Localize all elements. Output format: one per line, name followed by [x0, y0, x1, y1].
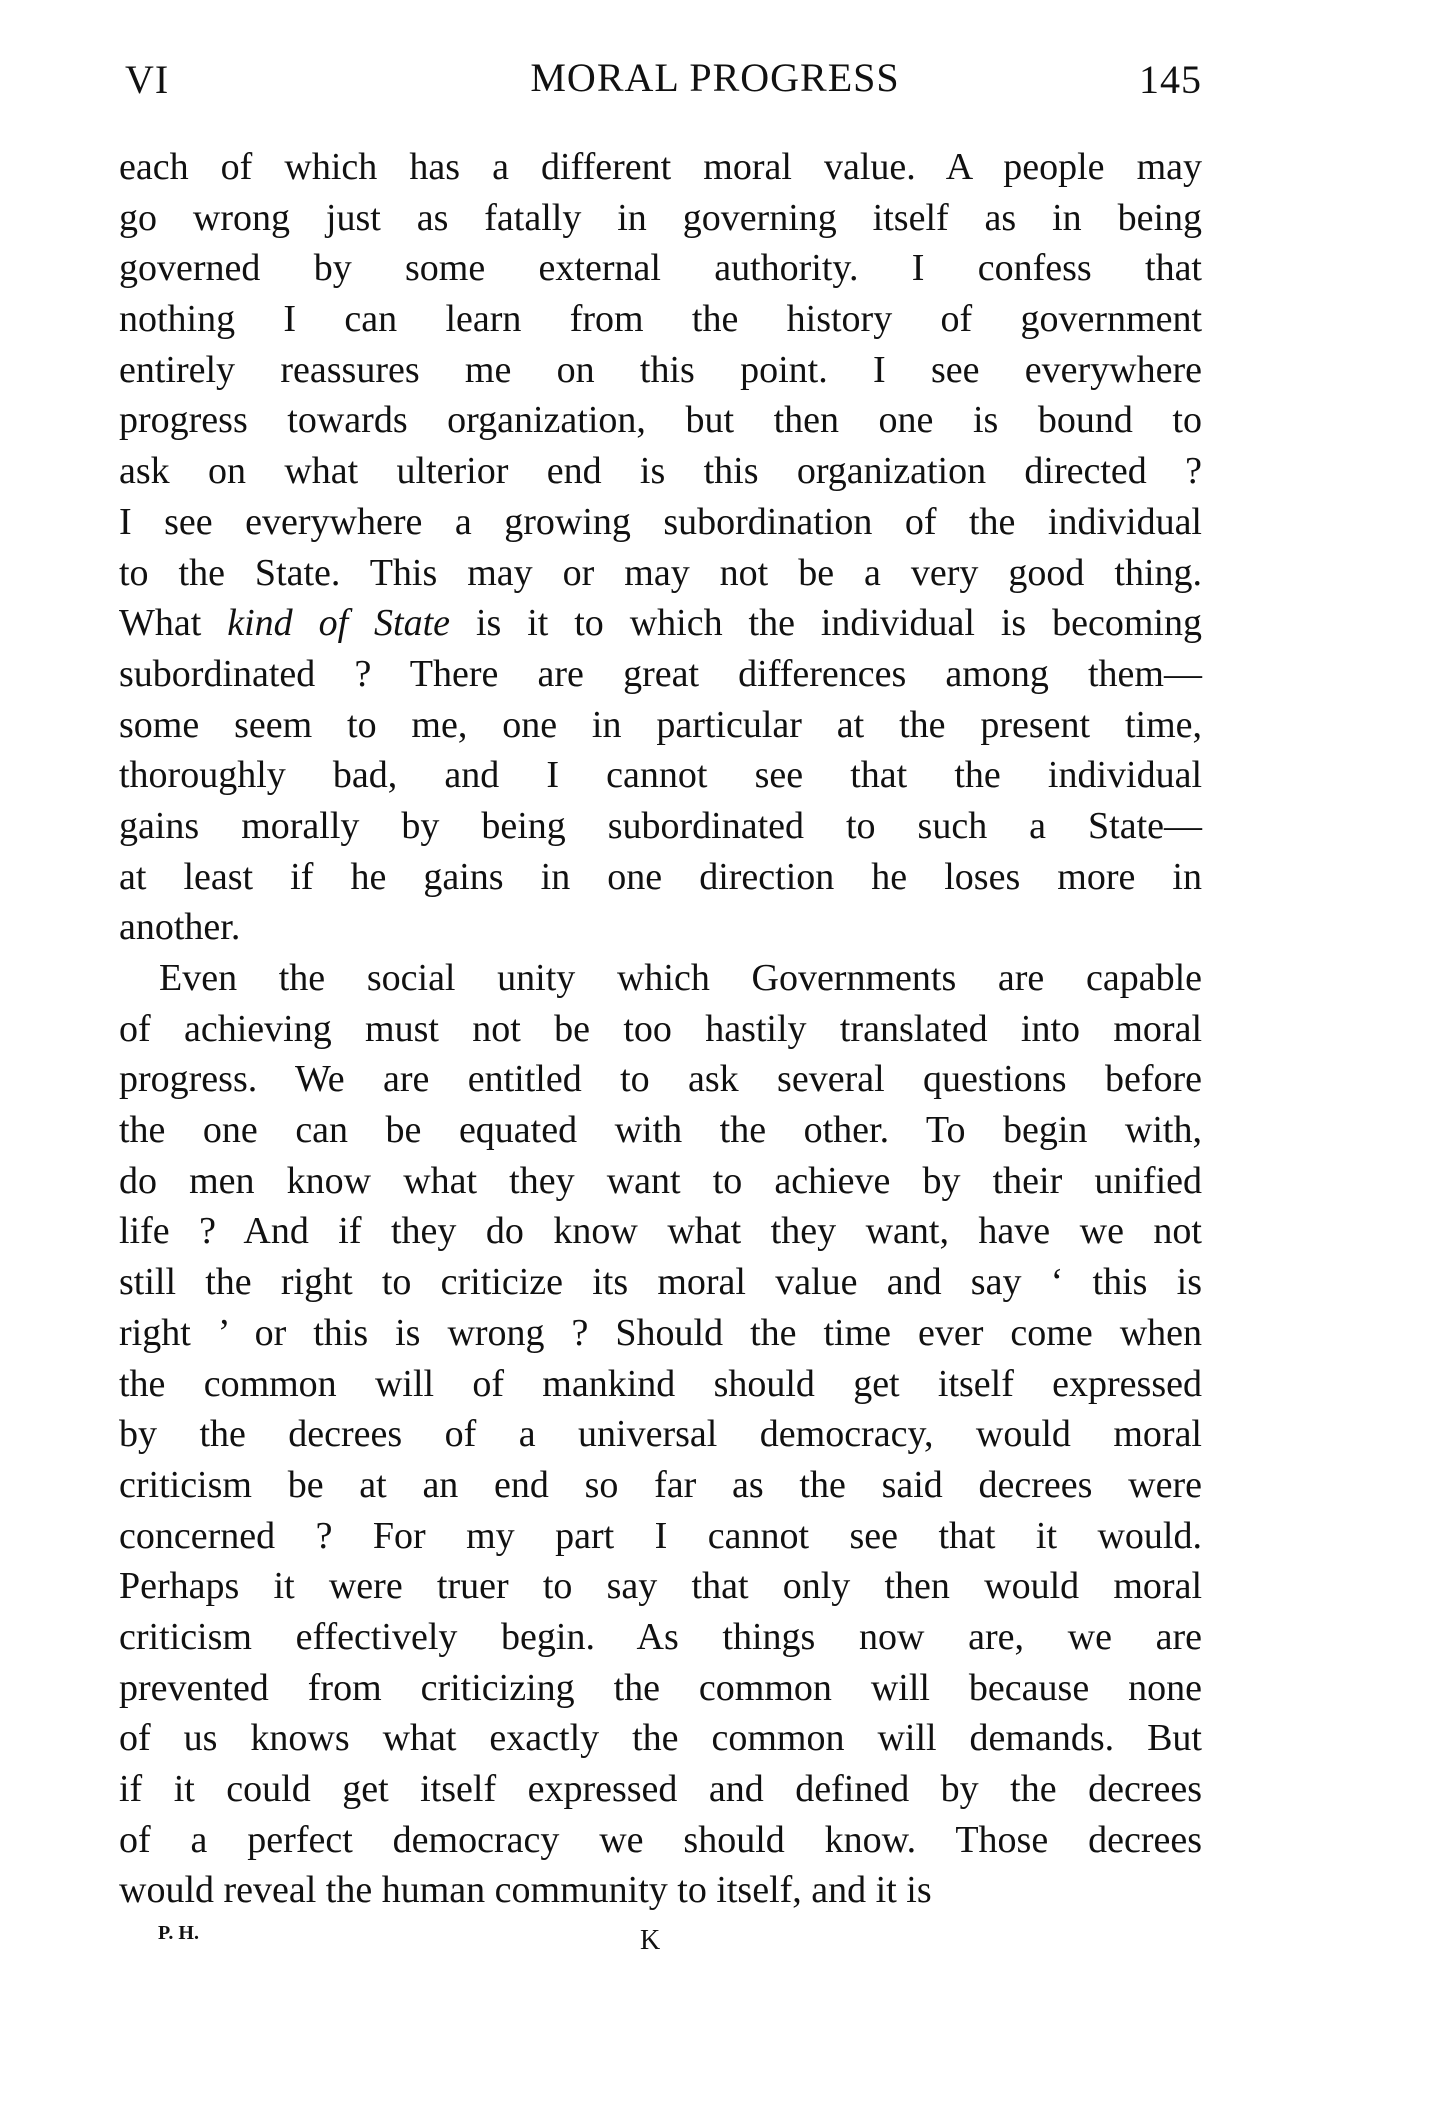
text-line: would reveal the human community to itself, and it is: [119, 1869, 932, 1912]
text-line: ask on what ulterior end is this organization directed ?: [119, 450, 1202, 493]
text-line: subordinated ? There are great differences among them—: [119, 652, 1202, 695]
text-line: criticism be at an end so far as the said decrees were: [119, 1463, 1202, 1506]
text-line: still the right to criticize its moral value and say ‘ this is: [119, 1261, 1202, 1304]
text-line: entirely reassures me on this point. I see everywhere: [119, 348, 1202, 391]
text-line: of achieving must not be too hastily translated into moral: [119, 1007, 1202, 1050]
text-line: What kind of State is it to which the individual is becoming: [119, 602, 1202, 645]
text-line: prevented from criticizing the common will because none: [119, 1666, 1202, 1709]
text-line: gains morally by being subordinated to such a State—: [119, 804, 1202, 847]
text-line: another.: [119, 906, 241, 949]
text-line: of us knows what exactly the common will demands. But: [119, 1717, 1202, 1760]
text-line: if it could get itself expressed and defined by the decrees: [119, 1768, 1202, 1810]
text-line: nothing I can learn from the history of government: [119, 298, 1202, 341]
text-line: right ’ or this is wrong ? Should the time ever come when: [119, 1311, 1202, 1354]
text-line: the common will of mankind should get itself expressed: [119, 1362, 1202, 1405]
text-line: Perhaps it were truer to say that only then would moral: [119, 1565, 1202, 1608]
text-line: the one can be equated with the other. To begin with,: [119, 1109, 1202, 1152]
emphasis: kind of State: [227, 602, 451, 645]
signature-mark: K: [640, 1925, 661, 1956]
text-line: go wrong just as fatally in governing itself as in being: [119, 196, 1202, 239]
text-line: to the State. This may or may not be a very good thing.: [119, 551, 1202, 594]
text-line: do men know what they want to achieve by their unified: [119, 1159, 1202, 1202]
text-line: I see everywhere a growing subordination of the individual: [119, 500, 1202, 543]
text-line: at least if he gains in one direction he loses more in: [119, 855, 1202, 898]
body-text: [119, 142, 1202, 1916]
text-line: Even the social unity which Governments are capable: [159, 957, 1202, 999]
text-line: concerned ? For my part I cannot see that it would.: [119, 1514, 1202, 1557]
chapter-number: VI: [125, 57, 170, 102]
text-line: by the decrees of a universal democracy, would moral: [119, 1413, 1202, 1456]
text-line: life ? And if they do know what they want, have we not: [119, 1210, 1202, 1253]
text-line: some seem to me, one in particular at the present time,: [119, 703, 1202, 746]
text-line: governed by some external authority. I confess that: [119, 247, 1202, 290]
text-line: each of which has a different moral value. A people may: [119, 146, 1202, 188]
running-title: MORAL PROGRESS: [530, 55, 900, 100]
printer-signature: P. H.: [158, 1922, 199, 1944]
text-line: progress. We are entitled to ask several questions before: [119, 1058, 1202, 1101]
text-line: criticism effectively begin. As things now are, we are: [119, 1615, 1202, 1658]
text-line: progress towards organization, but then one is bound to: [119, 399, 1202, 442]
text-line: of a perfect democracy we should know. Those decrees: [119, 1818, 1202, 1861]
page-number: 145: [1139, 57, 1202, 102]
text-line: thoroughly bad, and I cannot see that the individual: [119, 754, 1202, 797]
